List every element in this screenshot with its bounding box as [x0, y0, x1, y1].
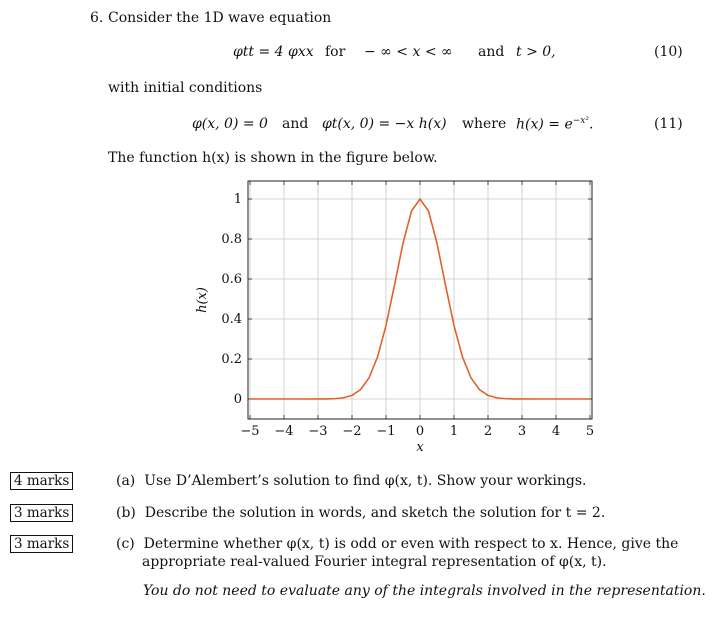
y-tick-label: 1 [233, 192, 242, 207]
marks-box-c: 3 marks [10, 535, 73, 553]
wave-equation: φtt = 4 φxx [233, 44, 314, 60]
part-b [116, 504, 605, 522]
y-tick-label: 0.4 [221, 312, 242, 327]
question-intro: Consider the 1D wave equation [108, 10, 332, 26]
equation-label-10: (10) [654, 44, 683, 60]
part-a [116, 472, 586, 490]
x-tick-label: 3 [517, 424, 527, 439]
part-c [116, 535, 678, 553]
figure-intro: The function h(x) is shown in the figure below. [108, 150, 438, 166]
h-exponent: −x² [572, 116, 589, 126]
x-tick-label: −3 [308, 424, 328, 439]
part-a-label: (a) [116, 473, 136, 489]
h-definition: $h(x) = e^{-x^2}$. [516, 116, 594, 133]
question-number: 6. [90, 10, 104, 26]
part-b-label: (b) [116, 505, 136, 521]
y-axis-label: h(x) [195, 287, 210, 313]
x-tick-label: −1 [376, 424, 396, 439]
eq11-and: and [282, 116, 309, 132]
part-c-text-line2: appropriate real-valued Fourier integral representation of φ(x, t). [142, 554, 607, 570]
x-axis-label: x [416, 440, 424, 455]
y-tick-label: 0 [233, 392, 242, 407]
ic-phi-t: φt(x, 0) = −x h(x) [322, 116, 447, 132]
x-tick-label: 1 [449, 424, 459, 439]
initial-conditions-intro: with initial conditions [108, 80, 263, 96]
marks-box-a: 4 marks [10, 472, 73, 490]
eq10-time: t > 0, [516, 44, 556, 60]
y-tick-label: 0.2 [221, 352, 242, 367]
marks-box-b: 3 marks [10, 504, 73, 522]
eq10-for: for [325, 44, 346, 60]
x-tick-label: −2 [342, 424, 362, 439]
eq10-and: and [478, 44, 505, 60]
part-b-text: Describe the solution in words, and sketch the solution for t = 2. [144, 505, 606, 521]
x-tick-label: 5 [585, 424, 595, 439]
x-tick-label: 0 [415, 424, 425, 439]
part-c-label: (c) [116, 536, 135, 552]
eq11-where: where [462, 116, 507, 132]
x-tick-label: −5 [240, 424, 260, 439]
equation-label-11: (11) [654, 116, 683, 132]
eq10-range: − ∞ < x < ∞ [364, 44, 453, 60]
note: You do not need to evaluate any of the integrals involved in the representation. [143, 583, 706, 599]
part-c-text: Determine whether φ(x, t) is odd or even with respect to x. Hence, give the [143, 536, 679, 552]
ic-phi: φ(x, 0) = 0 [192, 116, 268, 132]
y-tick-label: 0.6 [221, 272, 242, 287]
part-a-text: Use D’Alembert’s solution to find φ(x, t). Show your workings. [144, 473, 587, 489]
y-tick-label: 0.8 [221, 232, 242, 247]
x-tick-label: 2 [483, 424, 493, 439]
x-tick-label: 4 [551, 424, 561, 439]
x-tick-label: −4 [274, 424, 294, 439]
